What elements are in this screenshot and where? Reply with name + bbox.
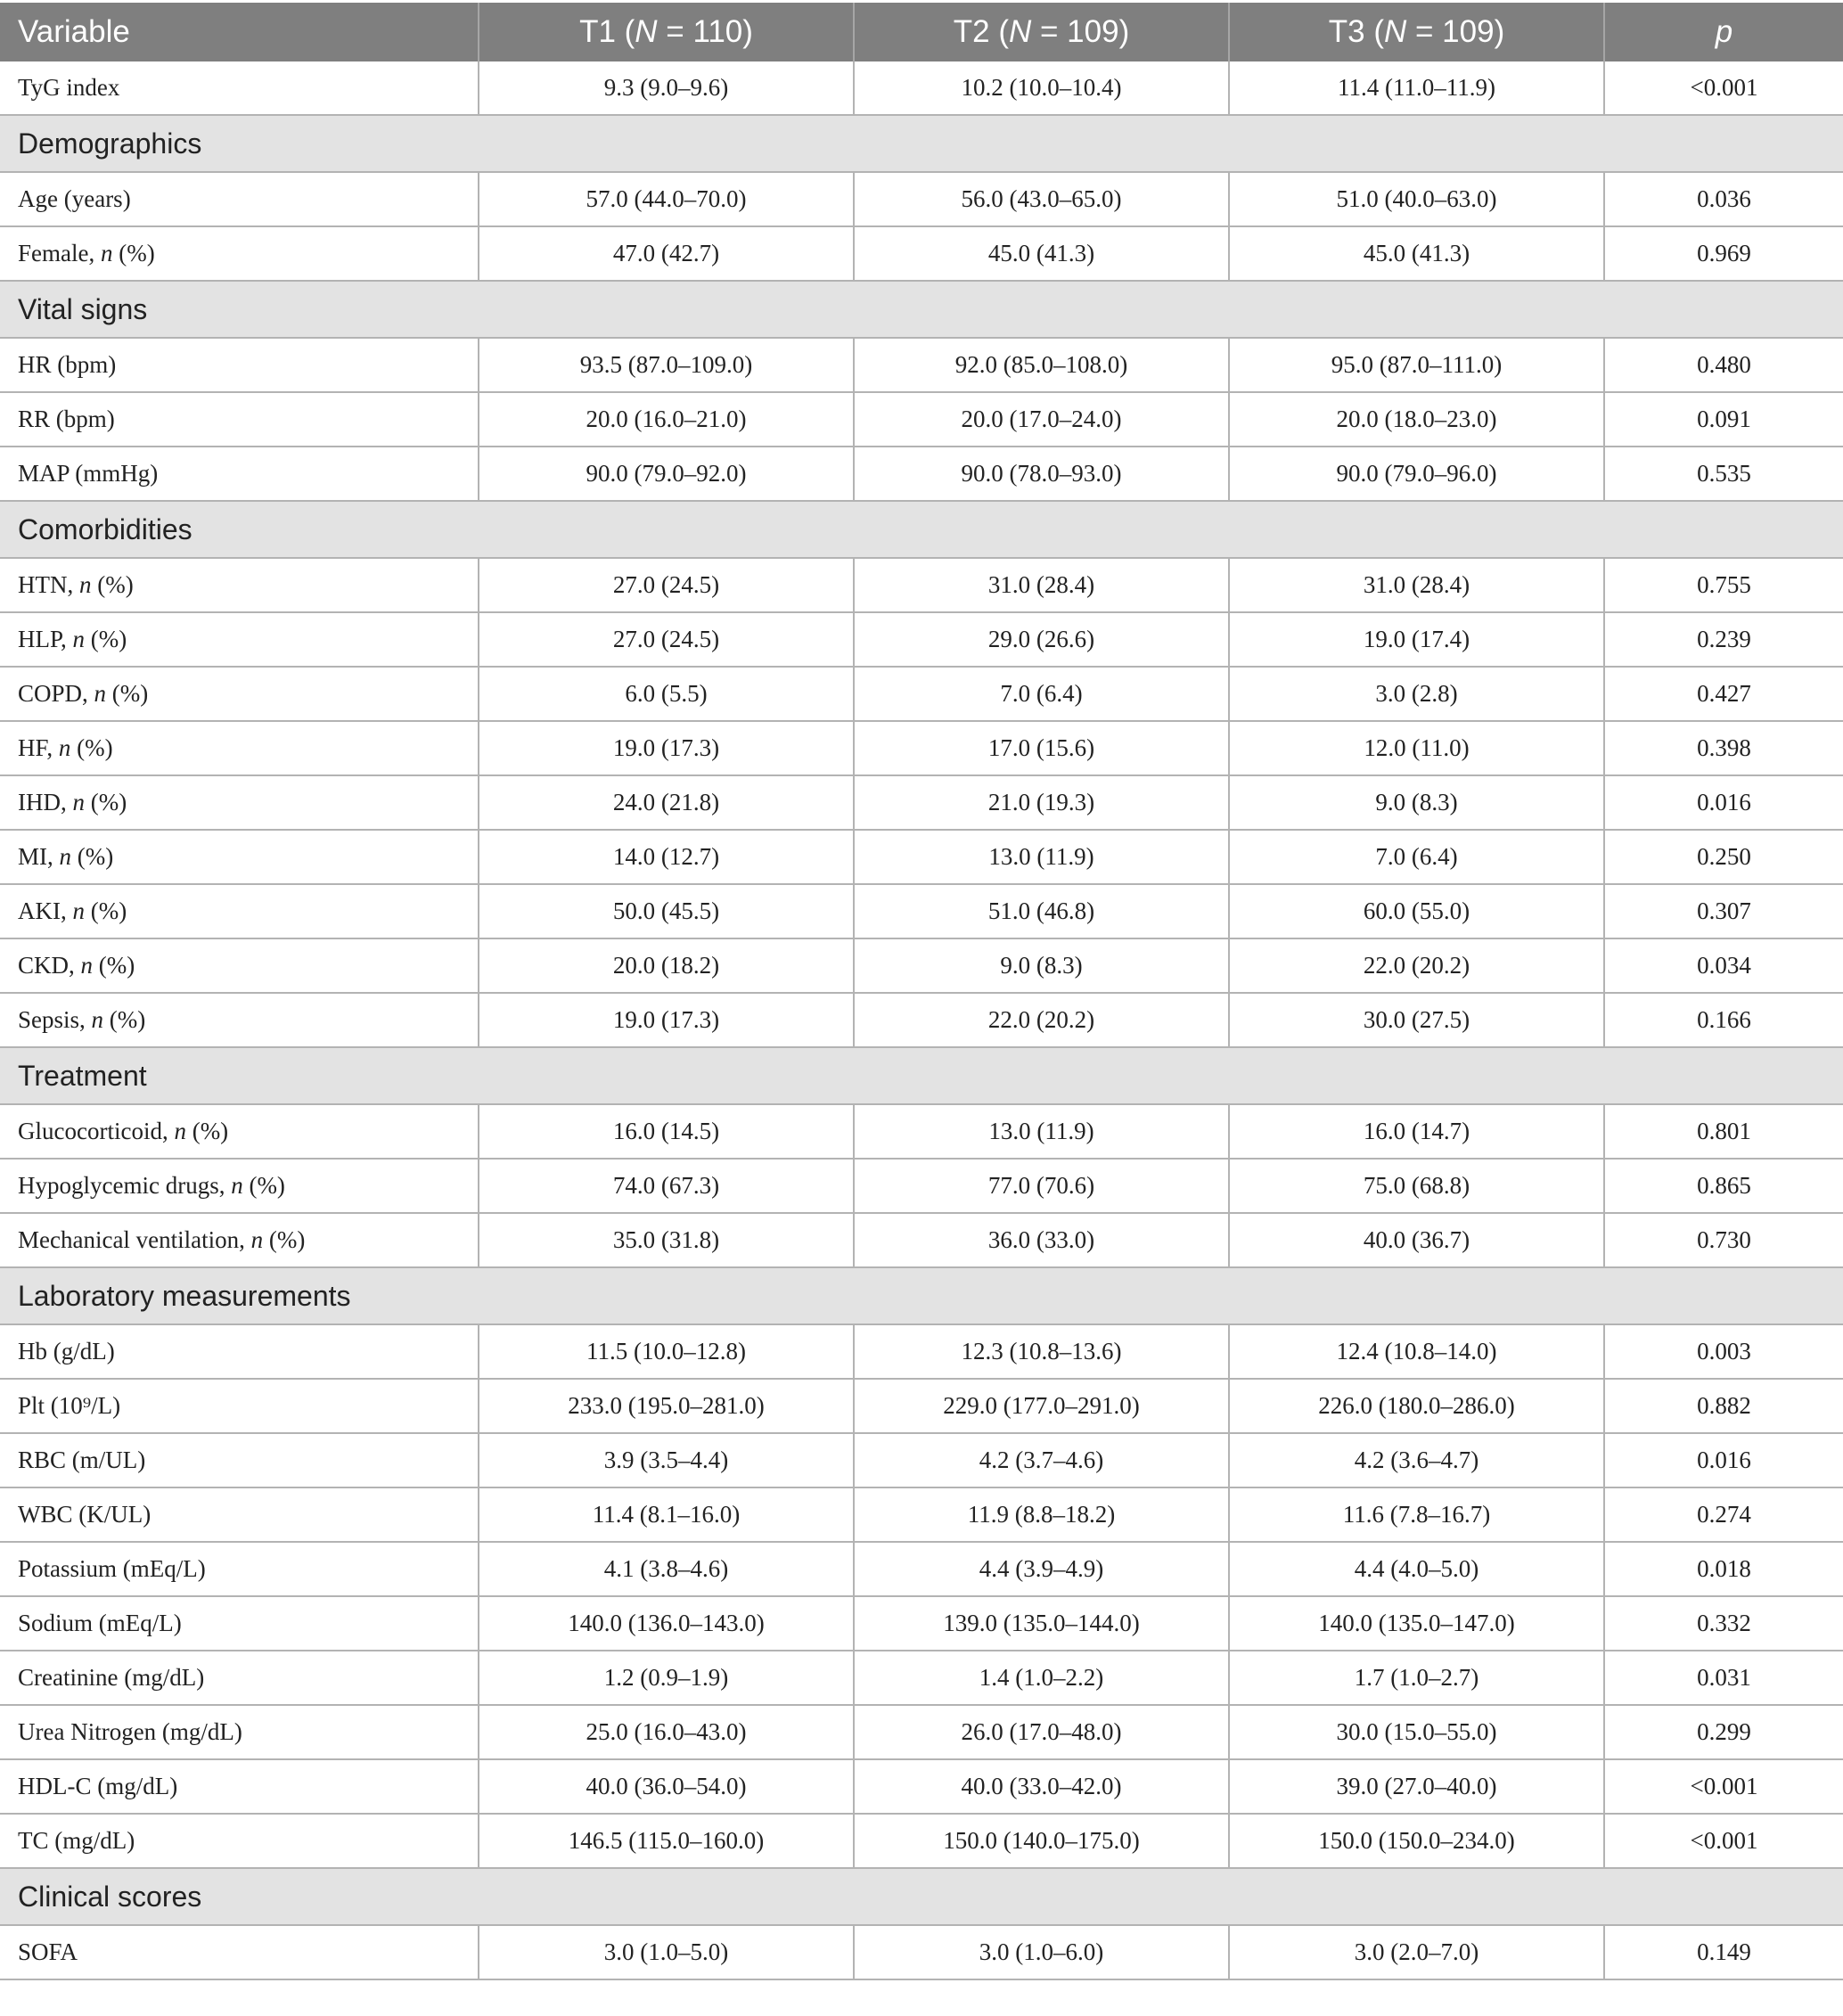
variable-cell	[0, 1542, 479, 1596]
p-value-cell: 0.865	[1604, 1159, 1843, 1213]
p-value-cell: 0.166	[1604, 993, 1843, 1047]
table-row	[0, 447, 1843, 501]
t3-value-cell: 40.0 (36.7)	[1229, 1213, 1604, 1267]
variable-label-suffix: (%)	[70, 734, 113, 761]
table-row	[0, 1596, 1843, 1651]
t1-value-cell: 27.0 (24.5)	[479, 558, 854, 612]
table-row	[0, 1213, 1843, 1267]
t1-value-cell: 1.2 (0.9–1.9)	[479, 1651, 854, 1705]
variable-label-n: n	[72, 626, 86, 652]
header-t2-suffix: = 109)	[1031, 14, 1130, 49]
table-row	[0, 1759, 1843, 1814]
table-row	[0, 884, 1843, 938]
p-value-cell: 0.034	[1604, 938, 1843, 993]
variable-label-n: n	[58, 734, 71, 761]
t2-value-cell: 11.9 (8.8–18.2)	[854, 1487, 1229, 1542]
p-value-cell: 0.250	[1604, 830, 1843, 884]
t3-value-cell: 4.4 (4.0–5.0)	[1229, 1542, 1604, 1596]
variable-label-n: n	[174, 1118, 186, 1144]
header-t3	[1229, 3, 1604, 61]
variable-label: TyG index	[18, 74, 120, 101]
t1-value-cell: 3.0 (1.0–5.0)	[479, 1925, 854, 1979]
table-row	[0, 1651, 1843, 1705]
variable-label-n: n	[72, 789, 85, 815]
t1-value-cell: 4.1 (3.8–4.6)	[479, 1542, 854, 1596]
t1-value-cell: 74.0 (67.3)	[479, 1159, 854, 1213]
table-row	[0, 775, 1843, 830]
variable-cell	[0, 1705, 479, 1759]
t2-value-cell: 20.0 (17.0–24.0)	[854, 392, 1229, 447]
t3-value-cell: 3.0 (2.0–7.0)	[1229, 1925, 1604, 1979]
header-t1-prefix: T1 (	[579, 14, 635, 49]
t1-value-cell: 93.5 (87.0–109.0)	[479, 338, 854, 392]
t1-value-cell: 57.0 (44.0–70.0)	[479, 172, 854, 226]
p-value-cell: 0.091	[1604, 392, 1843, 447]
variable-label-suffix: (%)	[112, 240, 155, 266]
variable-cell	[0, 1651, 479, 1705]
t2-value-cell: 9.0 (8.3)	[854, 938, 1229, 993]
t3-value-cell: 31.0 (28.4)	[1229, 558, 1604, 612]
t2-value-cell: 13.0 (11.9)	[854, 1104, 1229, 1159]
p-value-cell: 0.730	[1604, 1213, 1843, 1267]
t1-value-cell: 20.0 (18.2)	[479, 938, 854, 993]
variable-label-suffix: (%)	[85, 789, 127, 815]
t3-value-cell: 30.0 (27.5)	[1229, 993, 1604, 1047]
table-row	[0, 558, 1843, 612]
t3-value-cell: 1.7 (1.0–2.7)	[1229, 1651, 1604, 1705]
t1-value-cell: 9.3 (9.0–9.6)	[479, 61, 854, 115]
table-row	[0, 1487, 1843, 1542]
table-row	[0, 1542, 1843, 1596]
t2-value-cell: 40.0 (33.0–42.0)	[854, 1759, 1229, 1814]
t1-value-cell: 47.0 (42.7)	[479, 226, 854, 281]
section-header-row	[0, 501, 1843, 558]
variable-label-suffix: (%)	[71, 843, 114, 870]
variable-label-n: n	[91, 1006, 104, 1033]
variable-label: RR (bpm)	[18, 406, 115, 432]
p-value-cell: 0.031	[1604, 1651, 1843, 1705]
t1-value-cell: 11.4 (8.1–16.0)	[479, 1487, 854, 1542]
t2-value-cell: 4.4 (3.9–4.9)	[854, 1542, 1229, 1596]
t3-value-cell: 16.0 (14.7)	[1229, 1104, 1604, 1159]
t1-value-cell: 50.0 (45.5)	[479, 884, 854, 938]
variable-label: HF,	[18, 734, 59, 761]
variable-label: COPD,	[18, 680, 94, 707]
t3-value-cell: 51.0 (40.0–63.0)	[1229, 172, 1604, 226]
variable-label: MAP (mmHg)	[18, 460, 159, 487]
variable-label: HDL-C (mg/dL)	[18, 1773, 178, 1799]
t3-value-cell: 11.4 (11.0–11.9)	[1229, 61, 1604, 115]
variable-label-n: n	[231, 1172, 243, 1199]
t2-value-cell: 150.0 (140.0–175.0)	[854, 1814, 1229, 1868]
variable-label-suffix: (%)	[91, 571, 134, 598]
variable-cell	[0, 392, 479, 447]
t3-value-cell: 3.0 (2.8)	[1229, 667, 1604, 721]
variable-cell	[0, 1159, 479, 1213]
t3-value-cell: 11.6 (7.8–16.7)	[1229, 1487, 1604, 1542]
variable-label-n: n	[79, 571, 92, 598]
variable-label-suffix: (%)	[85, 626, 127, 652]
variable-label-suffix: (%)	[185, 1118, 229, 1144]
t1-value-cell: 35.0 (31.8)	[479, 1213, 854, 1267]
table-body	[0, 61, 1843, 1979]
variable-label: HTN,	[18, 571, 79, 598]
t2-value-cell: 10.2 (10.0–10.4)	[854, 61, 1229, 115]
t2-value-cell: 92.0 (85.0–108.0)	[854, 338, 1229, 392]
t1-value-cell: 233.0 (195.0–281.0)	[479, 1379, 854, 1433]
variable-cell	[0, 612, 479, 667]
variable-label-suffix: (%)	[263, 1226, 306, 1253]
t2-value-cell: 36.0 (33.0)	[854, 1213, 1229, 1267]
table-row	[0, 938, 1843, 993]
header-t2	[854, 3, 1229, 61]
table-row	[0, 61, 1843, 115]
variable-label: Sepsis,	[18, 1006, 92, 1033]
table-row	[0, 1159, 1843, 1213]
t1-value-cell: 20.0 (16.0–21.0)	[479, 392, 854, 447]
p-value-cell: 0.016	[1604, 775, 1843, 830]
t2-value-cell: 21.0 (19.3)	[854, 775, 1229, 830]
p-value-cell: 0.801	[1604, 1104, 1843, 1159]
variable-cell	[0, 884, 479, 938]
t3-value-cell: 19.0 (17.4)	[1229, 612, 1604, 667]
variable-label: Mechanical ventilation,	[18, 1226, 251, 1253]
header-t1-n: N	[635, 14, 658, 49]
t1-value-cell: 25.0 (16.0–43.0)	[479, 1705, 854, 1759]
variable-label: IHD,	[18, 789, 73, 815]
variable-label-n: n	[100, 240, 113, 266]
variable-label: WBC (K/UL)	[18, 1501, 152, 1528]
t3-value-cell: 20.0 (18.0–23.0)	[1229, 392, 1604, 447]
variable-label: Urea Nitrogen (mg/dL)	[18, 1718, 242, 1745]
variable-label: Hypoglycemic drugs,	[18, 1172, 232, 1199]
variable-cell	[0, 1433, 479, 1487]
variable-label: Sodium (mEq/L)	[18, 1610, 182, 1636]
table-row	[0, 1814, 1843, 1868]
variable-label: RBC (m/UL)	[18, 1446, 146, 1473]
table-row	[0, 226, 1843, 281]
variable-cell	[0, 338, 479, 392]
variable-cell	[0, 1814, 479, 1868]
t3-value-cell: 75.0 (68.8)	[1229, 1159, 1604, 1213]
variable-cell	[0, 775, 479, 830]
t3-value-cell: 30.0 (15.0–55.0)	[1229, 1705, 1604, 1759]
p-value-cell: 0.398	[1604, 721, 1843, 775]
t2-value-cell: 17.0 (15.6)	[854, 721, 1229, 775]
variable-cell	[0, 1104, 479, 1159]
header-t3-suffix: = 109)	[1406, 14, 1505, 49]
t1-value-cell: 11.5 (10.0–12.8)	[479, 1324, 854, 1379]
header-t3-prefix: T3 (	[1328, 14, 1384, 49]
variable-label-n: n	[94, 680, 107, 707]
p-value-cell: 0.239	[1604, 612, 1843, 667]
header-t2-n: N	[1009, 14, 1032, 49]
variable-label: Glucocorticoid,	[18, 1118, 175, 1144]
p-value-cell: 0.299	[1604, 1705, 1843, 1759]
t3-value-cell: 39.0 (27.0–40.0)	[1229, 1759, 1604, 1814]
header-t3-n: N	[1384, 14, 1407, 49]
section-title: Clinical scores	[0, 1868, 1843, 1925]
section-title: Laboratory measurements	[0, 1267, 1843, 1324]
variable-cell	[0, 1759, 479, 1814]
variable-cell	[0, 1925, 479, 1979]
section-title: Treatment	[0, 1047, 1843, 1104]
p-value-cell: 0.016	[1604, 1433, 1843, 1487]
t2-value-cell: 29.0 (26.6)	[854, 612, 1229, 667]
t1-value-cell: 3.9 (3.5–4.4)	[479, 1433, 854, 1487]
table-row	[0, 1705, 1843, 1759]
section-header-row	[0, 1047, 1843, 1104]
variable-label-suffix: (%)	[242, 1172, 285, 1199]
variable-label: Female,	[18, 240, 101, 266]
variable-cell	[0, 558, 479, 612]
section-header-row	[0, 115, 1843, 172]
table-header-row	[0, 3, 1843, 61]
variable-cell	[0, 1487, 479, 1542]
variable-label-suffix: (%)	[93, 952, 135, 979]
section-title: Comorbidities	[0, 501, 1843, 558]
table-row	[0, 1433, 1843, 1487]
p-value-cell: 0.018	[1604, 1542, 1843, 1596]
t3-value-cell: 12.0 (11.0)	[1229, 721, 1604, 775]
table-row	[0, 338, 1843, 392]
t2-value-cell: 22.0 (20.2)	[854, 993, 1229, 1047]
t2-value-cell: 26.0 (17.0–48.0)	[854, 1705, 1229, 1759]
p-value-cell: 0.307	[1604, 884, 1843, 938]
variable-cell	[0, 667, 479, 721]
section-title: Demographics	[0, 115, 1843, 172]
p-value-cell: 0.274	[1604, 1487, 1843, 1542]
section-header-row	[0, 1267, 1843, 1324]
variable-label: AKI,	[18, 897, 73, 924]
variable-label-n: n	[80, 952, 94, 979]
variable-cell	[0, 1596, 479, 1651]
t1-value-cell: 24.0 (21.8)	[479, 775, 854, 830]
variable-label: HR (bpm)	[18, 351, 117, 378]
table-row	[0, 1324, 1843, 1379]
p-value-cell: <0.001	[1604, 61, 1843, 115]
variable-cell	[0, 993, 479, 1047]
variable-label: CKD,	[18, 952, 81, 979]
header-variable: Variable	[0, 3, 479, 61]
t1-value-cell: 27.0 (24.5)	[479, 612, 854, 667]
p-value-cell: 0.969	[1604, 226, 1843, 281]
t2-value-cell: 1.4 (1.0–2.2)	[854, 1651, 1229, 1705]
table-row	[0, 172, 1843, 226]
baseline-characteristics-table	[0, 3, 1843, 1980]
t1-value-cell: 14.0 (12.7)	[479, 830, 854, 884]
t2-value-cell: 7.0 (6.4)	[854, 667, 1229, 721]
p-value-cell: 0.480	[1604, 338, 1843, 392]
variable-label: Age (years)	[18, 185, 131, 212]
t3-value-cell: 22.0 (20.2)	[1229, 938, 1604, 993]
t3-value-cell: 12.4 (10.8–14.0)	[1229, 1324, 1604, 1379]
t1-value-cell: 140.0 (136.0–143.0)	[479, 1596, 854, 1651]
p-value-cell: 0.882	[1604, 1379, 1843, 1433]
t1-value-cell: 40.0 (36.0–54.0)	[479, 1759, 854, 1814]
header-t1-suffix: = 110)	[657, 14, 753, 49]
p-value-cell: 0.755	[1604, 558, 1843, 612]
variable-cell	[0, 1379, 479, 1433]
section-header-row	[0, 1868, 1843, 1925]
t3-value-cell: 45.0 (41.3)	[1229, 226, 1604, 281]
t3-value-cell: 226.0 (180.0–286.0)	[1229, 1379, 1604, 1433]
t3-value-cell: 90.0 (79.0–96.0)	[1229, 447, 1604, 501]
table-row	[0, 1925, 1843, 1979]
variable-cell	[0, 1213, 479, 1267]
t3-value-cell: 95.0 (87.0–111.0)	[1229, 338, 1604, 392]
t1-value-cell: 16.0 (14.5)	[479, 1104, 854, 1159]
t3-value-cell: 9.0 (8.3)	[1229, 775, 1604, 830]
variable-label: Plt (10⁹/L)	[18, 1392, 121, 1419]
t3-value-cell: 60.0 (55.0)	[1229, 884, 1604, 938]
variable-label: SOFA	[18, 1938, 78, 1965]
t2-value-cell: 77.0 (70.6)	[854, 1159, 1229, 1213]
t3-value-cell: 140.0 (135.0–147.0)	[1229, 1596, 1604, 1651]
t2-value-cell: 4.2 (3.7–4.6)	[854, 1433, 1229, 1487]
p-value-cell: 0.003	[1604, 1324, 1843, 1379]
table-row	[0, 667, 1843, 721]
t2-value-cell: 12.3 (10.8–13.6)	[854, 1324, 1229, 1379]
t1-value-cell: 19.0 (17.3)	[479, 721, 854, 775]
section-title: Vital signs	[0, 281, 1843, 338]
header-t2-prefix: T2 (	[953, 14, 1009, 49]
p-value-cell: 0.427	[1604, 667, 1843, 721]
variable-cell	[0, 830, 479, 884]
variable-label-suffix: (%)	[103, 1006, 146, 1033]
t3-value-cell: 7.0 (6.4)	[1229, 830, 1604, 884]
variable-label-suffix: (%)	[106, 680, 149, 707]
t1-value-cell: 19.0 (17.3)	[479, 993, 854, 1047]
variable-cell	[0, 226, 479, 281]
variable-label-n: n	[250, 1226, 264, 1253]
variable-cell	[0, 721, 479, 775]
t2-value-cell: 139.0 (135.0–144.0)	[854, 1596, 1229, 1651]
table-row	[0, 1379, 1843, 1433]
variable-label: Creatinine (mg/dL)	[18, 1664, 205, 1691]
t1-value-cell: 6.0 (5.5)	[479, 667, 854, 721]
baseline-characteristics-table-container	[0, 3, 1843, 1980]
table-row	[0, 392, 1843, 447]
variable-cell	[0, 61, 479, 115]
table-row	[0, 612, 1843, 667]
variable-cell	[0, 447, 479, 501]
variable-label-n: n	[59, 843, 71, 870]
variable-cell	[0, 938, 479, 993]
t2-value-cell: 90.0 (78.0–93.0)	[854, 447, 1229, 501]
p-value-cell: 0.149	[1604, 1925, 1843, 1979]
p-value-cell: 0.535	[1604, 447, 1843, 501]
p-value-cell: 0.036	[1604, 172, 1843, 226]
t2-value-cell: 3.0 (1.0–6.0)	[854, 1925, 1229, 1979]
header-p-value: p	[1604, 3, 1843, 61]
variable-label: TC (mg/dL)	[18, 1827, 135, 1854]
t2-value-cell: 13.0 (11.9)	[854, 830, 1229, 884]
t1-value-cell: 146.5 (115.0–160.0)	[479, 1814, 854, 1868]
variable-label-suffix: (%)	[85, 897, 127, 924]
t1-value-cell: 90.0 (79.0–92.0)	[479, 447, 854, 501]
table-row	[0, 830, 1843, 884]
variable-label-n: n	[72, 897, 85, 924]
variable-cell	[0, 1324, 479, 1379]
table-row	[0, 721, 1843, 775]
p-value-cell: 0.332	[1604, 1596, 1843, 1651]
t3-value-cell: 4.2 (3.6–4.7)	[1229, 1433, 1604, 1487]
section-header-row	[0, 281, 1843, 338]
p-value-cell: <0.001	[1604, 1814, 1843, 1868]
variable-label: Hb (g/dL)	[18, 1338, 115, 1364]
table-row	[0, 1104, 1843, 1159]
t2-value-cell: 31.0 (28.4)	[854, 558, 1229, 612]
t2-value-cell: 45.0 (41.3)	[854, 226, 1229, 281]
t2-value-cell: 56.0 (43.0–65.0)	[854, 172, 1229, 226]
t3-value-cell: 150.0 (150.0–234.0)	[1229, 1814, 1604, 1868]
variable-label: MI,	[18, 843, 60, 870]
variable-label: HLP,	[18, 626, 73, 652]
t2-value-cell: 51.0 (46.8)	[854, 884, 1229, 938]
variable-cell	[0, 172, 479, 226]
t2-value-cell: 229.0 (177.0–291.0)	[854, 1379, 1229, 1433]
table-row	[0, 993, 1843, 1047]
header-t1	[479, 3, 854, 61]
variable-label: Potassium (mEq/L)	[18, 1555, 206, 1582]
p-value-cell: <0.001	[1604, 1759, 1843, 1814]
